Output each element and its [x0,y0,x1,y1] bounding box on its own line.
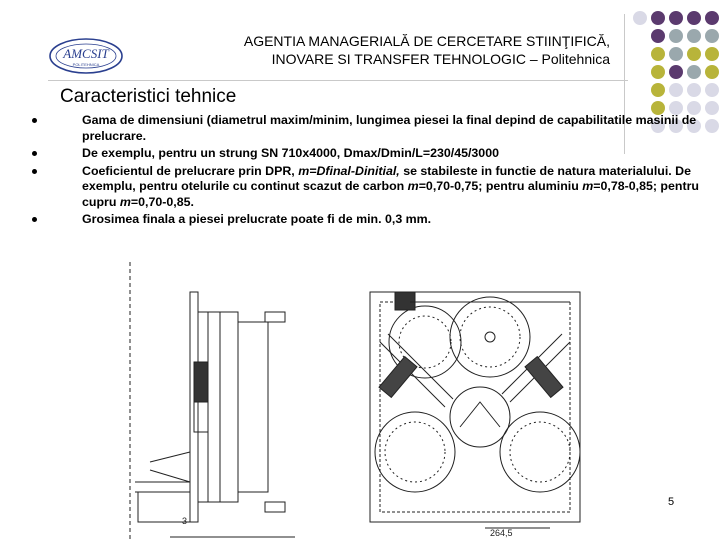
bullet-text-3c: =0,70-0,75; pentru aluminiu [418,179,583,193]
bullet-list [32,113,704,230]
decor-dot [651,47,665,61]
bullet-text-3-m3: m [119,194,131,209]
decor-dot [705,11,719,25]
bullet-text-2: De exemplu, pentru un strung SN 710x4000, Dmax/Dmin/L=230/45/3000 [82,146,499,160]
decor-dot [705,119,719,133]
side-view-drawing [130,262,295,540]
bullet-dot [32,118,37,123]
decor-dot [633,11,647,25]
dimension-left: 3 [182,516,188,526]
bullet-text-1: Gama de dimensiuni (diametrul maxim/minim, lungimea piesei la final depind de capabilitatile masinii de prelucrare. [82,113,697,143]
decor-dot [705,47,719,61]
bullet-text-3e: =0,70-0,85. [130,194,194,209]
technical-drawing [90,252,700,540]
front-view-drawing [370,292,580,528]
decor-dot [705,65,719,79]
decor-dot [651,83,665,97]
amcsit-logo [48,36,124,76]
decor-dot [651,65,665,79]
page-number: 5 [668,496,675,508]
decor-dot [669,11,683,25]
decor-dot [669,47,683,61]
decor-horizontal-line [48,80,628,81]
bullet-dot [32,169,37,174]
decor-dot [687,65,701,79]
decor-dot [669,65,683,79]
bullet-text-4: Grosimea finala a piesei prelucrate poate fi de min. 0,3 mm. [82,212,432,226]
decor-dot [687,11,701,25]
decor-dot [669,83,683,97]
decor-dot [651,29,665,43]
header-line-2: INOVARE SI TRANSFER TEHNOLOGIC – Politehnica [271,51,610,67]
list-item [32,164,704,211]
dimension-bottom: 264,5 [490,528,513,538]
header-line-1: AGENTIA MANAGERIALĂ DE CERCETARE STIINŢIFICĂ, [243,33,610,49]
bullet-text-3-formula: m=Dfinal-Dinitial, [298,163,400,178]
decor-dot [687,47,701,61]
header [150,32,610,68]
decor-dot [705,83,719,97]
logo-text: AMCSIT [63,46,109,61]
decor-dot [687,83,701,97]
bullet-text-3d: =0,78-0,85; pentru cupru [82,179,699,209]
list-item [32,212,704,228]
bullet-text-3-m2: m [582,179,594,193]
list-item [32,146,704,162]
decor-dot [705,101,719,115]
bullet-text-3a: Coeficientul de prelucrare prin DPR, [82,163,299,178]
decor-dot [669,29,683,43]
bullet-dot [32,217,37,222]
logo-subtext: POLITEHNICA [72,62,100,67]
decor-dot [687,29,701,43]
decor-dot [705,29,719,43]
bullet-dot [32,151,37,156]
slide-title: Caracteristici tehnice [60,86,237,107]
bullet-text-3-m1: m [407,179,419,193]
decor-dot [651,11,665,25]
bullet-text-3b: se stabileste in functie de natura materialului. De exemplu, pentru otelurile cu continut scazut de carbon [82,163,692,193]
list-item [32,113,704,144]
